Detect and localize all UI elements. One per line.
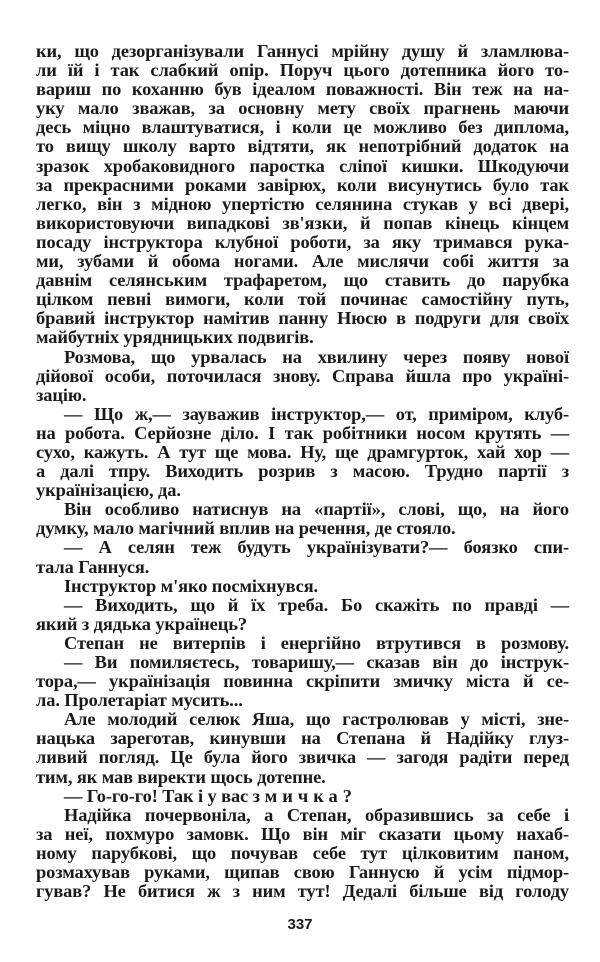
text-line-content: Інструктор м'яко посміхнувся.: [64, 575, 319, 596]
text-line-content: тала Ганнуся.: [36, 556, 150, 577]
text-line-content: — Го-го-го! Так і у вас: [64, 785, 253, 806]
text-line-content: сухо, кажуть. А тут ще мова. Ну, ще драмгурток, хай хор —: [36, 441, 569, 462]
text-line: [36, 214, 569, 233]
text-line-content: за прекрасними роками завірюх, коли висунутись було так: [36, 174, 569, 195]
text-line-content: посаду інструктора клубної роботи, за яку тримався рука-: [36, 231, 569, 252]
text-line: [36, 768, 569, 787]
text-line: [36, 137, 569, 156]
text-line: [36, 328, 569, 347]
text-line-content: Він особливо натиснув на «партії», слові, що, на його: [64, 499, 569, 520]
text-line-content: ному парубкові, що почував себе тут цілковитим паном,: [36, 842, 569, 863]
text-line: [36, 309, 569, 328]
text-line-content: — Що ж,— зауважив інструктор,— от, приміром, клуб-: [64, 403, 569, 424]
text-line: [36, 596, 569, 615]
text-line: [36, 672, 569, 691]
page-number: 337: [287, 916, 313, 933]
text-line: [36, 615, 569, 634]
text-line: [36, 519, 569, 538]
text-line-content: дійової особи, поточилася знову. Справа йшла про україні-: [36, 365, 569, 386]
text-line: [36, 195, 569, 214]
text-line-content: тора,— українізація повинна скріпити змичку міста й се-: [36, 671, 569, 692]
text-line: [36, 806, 569, 825]
text-line: [36, 787, 569, 806]
text-line-content: бравий інструктор намітив панну Нюсю в подруги для своїх: [36, 308, 569, 329]
text-line-content: легко, він з мідною упертістю селянина стукав у всі двері,: [36, 193, 569, 214]
text-line-content: ми, зубами й обома ногами. Але мислячи собі життя за: [36, 251, 569, 272]
text-line: [36, 252, 569, 271]
text-line: [36, 348, 569, 367]
text-line-content: уку мало зважав, за основну мету своїх прагнень маючи: [36, 98, 569, 119]
text-line-content: зацію.: [36, 384, 87, 405]
text-line: [36, 691, 569, 710]
text-line-content: тим, як мав виректи щось дотепне.: [36, 766, 326, 787]
text-line-content: зразок хробаковидного паростка сліпої кишки. Шкодуючи: [36, 155, 569, 176]
text-line: [36, 825, 569, 844]
text-line-content: Степан не витерпів і енергійно втрутився в розмову.: [64, 632, 569, 653]
text-line-content: — Виходить, що й їх треба. Бо скажіть по правді —: [64, 594, 569, 615]
spaced-emphasis: змичка: [252, 785, 343, 806]
text-line: [36, 748, 569, 767]
text-line: [36, 367, 569, 386]
text-line: [36, 271, 569, 290]
text-line-content: який з дядька українець?: [36, 613, 247, 634]
text-line-content: Надійка почервоніла, а Степан, образившись за себе і: [64, 804, 569, 825]
text-line: [36, 653, 569, 672]
text-line: [36, 80, 569, 99]
text-line-content: десь міцно влаштуватися, і коли це можливо без диплома,: [36, 117, 569, 138]
book-page-text: [36, 42, 569, 901]
text-line-content: давнім селянським трафаретом, що ставить до парубка: [36, 270, 569, 291]
text-line-content: — А селян теж будуть українізувати?— боязко спи-: [64, 537, 569, 558]
text-line-content: нацька зареготав, кинувши на Степана й Надійку глуз-: [36, 728, 569, 749]
text-line-content: використовуючи випадкові зв'язки, й попав кінець кінцем: [36, 212, 569, 233]
text-line: [36, 500, 569, 519]
text-line: [36, 558, 569, 577]
text-line-content: думку, мало магічний вплив на речення, де стояло.: [36, 518, 456, 539]
text-line: [36, 634, 569, 653]
text-line: [36, 882, 569, 901]
text-line: [36, 443, 569, 462]
text-line-content: вариш по коханню був ідеалом поважності. Він теж на на-: [36, 79, 569, 100]
text-line: [36, 99, 569, 118]
text-line-content: ли їй і так слабкий опір. Поруч цього дотепника його то-: [36, 60, 569, 81]
text-line: [36, 176, 569, 195]
text-line: [36, 61, 569, 80]
text-line-content: українізацією, да.: [36, 480, 181, 501]
text-line-content: розмахував руками, щипав свою Ганнусю й усім підмор-: [36, 862, 569, 883]
text-line: [36, 386, 569, 405]
text-line: [36, 577, 569, 596]
text-line-content: гував? Не битися ж з ним тут! Дедалі більше від голоду: [36, 881, 569, 902]
text-line-content: — Ви помиляєтесь, товаришу,— сказав він до інструк-: [64, 652, 569, 672]
text-line: [36, 157, 569, 176]
text-line: [36, 481, 569, 500]
text-line-content: цілком певні вимоги, коли той починає самостійну путь,: [36, 289, 569, 310]
text-line-content: а далі тпру. Виходить розрив з масою. Трудно партії з: [36, 461, 569, 482]
text-line: [36, 118, 569, 137]
text-line: [36, 233, 569, 252]
text-line: [36, 405, 569, 424]
text-line: [36, 863, 569, 882]
text-line-content: на робота. Серйозне діло. І так робітники носом крутять —: [36, 422, 569, 443]
text-line: [36, 424, 569, 443]
text-line-tail: ?: [342, 785, 352, 806]
text-line-content: за неї, похмуро замовк. Що він міг сказати цьому нахаб-: [36, 823, 569, 844]
text-line-content: ла. Пролетаріат мусить...: [36, 690, 243, 711]
text-line: [36, 462, 569, 481]
text-line-content: ки, що дезорганізували Ганнусі мрійну душу й зламлюва-: [36, 41, 569, 61]
text-line-content: Розмова, що урвалась на хвилину через появу нової: [64, 346, 569, 367]
text-line: [36, 729, 569, 748]
text-line-content: Але молодий селюк Яша, що гастролював у місті, зне-: [64, 709, 569, 730]
text-line-content: ливий погляд. Це була його звичка — загодя радіти перед: [36, 747, 569, 768]
text-line: [36, 844, 569, 863]
text-line: [36, 42, 569, 61]
text-line-content: то вищу школу варто відтяти, як непотрібний додаток на: [36, 136, 569, 157]
text-line-content: майбутніх урядницьких подвигів.: [36, 327, 314, 348]
text-line: [36, 290, 569, 309]
text-line: [36, 710, 569, 729]
text-line: [36, 538, 569, 557]
